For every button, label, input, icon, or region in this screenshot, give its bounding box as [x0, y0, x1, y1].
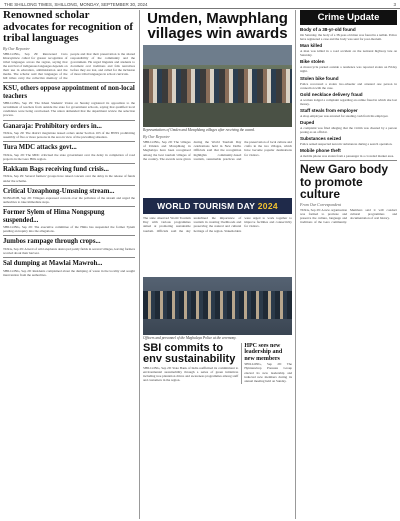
left-story-body: SHILLONG, Sep 29: The Khasi Students' Union on Sunday registered its opposition to the recruitment of teachers from outside the state for government schools, saying that qualified local candidates were being overlooked. The union demanded that the department review the selection process. — [3, 101, 135, 118]
left-story-headline: Jumbos rampage through crops... — [3, 238, 101, 246]
divider — [3, 120, 135, 121]
left-story — [3, 238, 135, 255]
left-story-headline: KSU, others oppose appointment of non-local teachers — [3, 85, 135, 100]
lead-byline: By Our Reporter — [3, 45, 30, 51]
banner-label: WORLD TOURISM DAY — [157, 201, 256, 212]
divider — [3, 235, 135, 236]
garo-body-headline: New Garo body to promote culture — [300, 162, 389, 202]
masthead — [0, 0, 400, 9]
crime-item-body: A motorcycle parked outside a residence was reported stolen on Friday night. — [300, 65, 397, 74]
lead-body: SHILLONG, Sep 29: Renowned Cuto Kharsyntiew called for greater recognition of tribal languages across the region, saying that the survival of indigenous languages depends on their use in education, administration and the media. The scholar said that languages of the hill tribes carry the collective memory of the people and that their preservation is the shared responsibility of the community and the government. He urged linguists and students to document oral traditions and folk narratives before they are lost, and called for the inclusion of more tribal languages in school curricula. — [3, 51, 135, 81]
left-story — [3, 166, 135, 183]
divider — [3, 163, 135, 164]
left-story-headline: Sal dumping at Mawlai Mawroh... — [3, 260, 103, 268]
ceremony-photo — [143, 277, 292, 335]
crime-update-header: Crime Update — [300, 10, 397, 25]
crime-item-title: Stolen bike found — [300, 75, 339, 81]
garo-body-text: TURA, Sep 29: A new organisation was formed to promote and preserve the culture, language and traditions of the Garo community. Members said it will conduct cultural programmes and documentation of oral history. — [300, 207, 397, 225]
lead-body-columns — [3, 52, 135, 81]
banner-year: 2024 — [257, 201, 278, 212]
crime-item-title: Substances seized — [300, 136, 342, 142]
left-story-body: TURA, Sep 29: A herd of wild elephants destroyed paddy fields in several villages, leaving farmers worried about their harvest. — [3, 246, 135, 256]
masthead-dateline: THE SHILLONG TIMES, SHILLONG, MONDAY, SEPTEMBER 30, 2024 — [4, 2, 148, 7]
left-story-headline: Rakkam Bags receiving fund crisis... — [3, 165, 109, 173]
left-story-headline: Ganaraja: Prohibitory orders in... — [3, 122, 102, 130]
hpc-headline: HPC sees new leadership and new members — [244, 342, 283, 362]
photo-caption: Representatives of Umden and Mawphlang villages after receiving the award. — [143, 128, 255, 132]
lead-headline: Renowned scholar advocates for recognition of tribal languages — [3, 10, 134, 44]
hpc-body: SHILLONG, Sep 29: The Hynniewtrep Pressure Group elected its new leadership and inducted new members during its annual meeting held on Sunday. — [244, 362, 292, 383]
left-story-body: SHILLONG, Sep 29: Residents complained about the dumping of waste in the locality and sought intervention from the authorities. — [3, 268, 135, 277]
ceremony-caption: Officers and personnel of the Meghalaya Police at the ceremony. — [143, 336, 237, 341]
crime-item-body: Police seized suspected narcotic substances during a search operation. — [300, 142, 393, 147]
story-body-columns — [143, 140, 292, 196]
left-story — [3, 144, 135, 161]
left-story-headline: Critical Uzeaphong-Umsning stream... — [3, 187, 115, 195]
crime-item-body: A complaint was filed alleging that the victim was cheated by a person posing as an official. — [300, 126, 397, 135]
crime-item-body: On Saturday, the body of a 38-year-old man was found in a nallah. Police have registered a case and the body was sent for post-mortem. — [300, 33, 397, 42]
sbi-body: SHILLONG, Sep 29: State Bank of India reaffirmed its commitment to environmental sustainability through a series of green initiatives including tree plantation drives and awareness programmes among staff and customers in the region. — [143, 365, 239, 382]
crime-item-body: A man was killed in a road accident on the national highway late on Saturday. — [300, 49, 397, 58]
divider — [3, 82, 135, 83]
banner-body-columns — [143, 216, 292, 274]
page-number: 3 — [393, 2, 396, 7]
middle-column — [139, 10, 296, 519]
divider — [3, 206, 135, 207]
crime-item-title: Gold necklace delivery fraud — [300, 91, 363, 97]
left-story-body: SHILLONG, Sep 29: The executive committee of the Hima has suspended the former Syiem pending an inquiry into the allegations. — [3, 225, 135, 234]
left-story-body: TURA, Sep 29: The district magistrate issued orders under Section 163 of the BNSS prohibiting assembly of five or more persons in the area in view of the prevailing situation. — [3, 131, 135, 140]
left-column — [3, 10, 135, 519]
crime-item-body: Police recovered a stolen two-wheeler and arrested one person in connection with the case. — [300, 81, 397, 90]
left-story — [3, 85, 135, 117]
right-column — [300, 10, 397, 519]
hpc-story — [241, 343, 292, 385]
left-story — [3, 123, 135, 140]
award-photo — [143, 45, 292, 127]
divider — [3, 257, 135, 258]
crime-item-body: A mobile phone was stolen from a passenger in a crowded market area. — [300, 154, 395, 159]
crime-item-body: A shop employee was arrested for stealing cash from his employer. — [300, 113, 389, 118]
crime-item-title: Bike stolen — [300, 59, 325, 65]
crime-item-title: Staff steals from employer — [300, 107, 358, 113]
tourism-day-banner — [143, 198, 292, 214]
crime-item-title: Mobile phone theft — [300, 148, 341, 154]
divider — [3, 185, 135, 186]
left-story-body: NONGPOH, Sep 29: Villagers expressed concern over the pollution of the stream and urged the authorities to take immediate steps. — [3, 196, 135, 205]
sbi-story — [143, 343, 238, 385]
left-story-headline: Tura MDC attacks govt... — [3, 144, 77, 152]
lower-row — [143, 343, 292, 385]
crime-item-title: Body of a 38-yr-old found — [300, 27, 356, 32]
left-story-body: TURA, Sep 29: The MDC criticised the state government over the delay in completion of road projects in the Garo Hills region. — [3, 152, 135, 161]
crime-item-title: Man killed — [300, 43, 323, 49]
left-story — [3, 188, 135, 205]
left-story-body: TURA, Sep 29: Several farmers' groups have raised concern over the delay in the release of funds under the scheme. — [3, 174, 135, 183]
left-story-headline: Former Sylem of Hima Nongspung suspended... — [3, 209, 105, 224]
crime-item-title: Duped — [300, 120, 315, 126]
story-body: SHILLONG, Sep 29: The villages of Umden and Mawphlang in Meghalaya have been recognised among the best tourism villages of the country. The awards were given during the World Tourism Day celebrations held in New Delhi. Officials said that the recognition highlights community-based tourism, sustainable practices and the preservation of local culture and crafts in the two villages, which have become popular destinations for visitors. — [143, 140, 292, 161]
banner-body: The state observed World Tourism Day with various programmes aimed at promoting sustainable tourism. Officials said the day underlined the importance of tourism in creating livelihoods and preserving the natural and cultural heritage of the region. Stakeholders were urged to work together to improve facilities and connectivity for visitors. — [143, 216, 292, 233]
divider — [300, 160, 397, 161]
divider — [3, 141, 135, 142]
sbi-headline: SBI commits to env sustainability — [143, 341, 236, 366]
garo-body-columns — [300, 208, 397, 224]
garo-body-byline: From Our Correspondent — [300, 201, 342, 207]
left-story — [3, 260, 135, 277]
main-headline: Umden, Mawphlang villages win awards — [147, 10, 288, 42]
left-story — [3, 209, 135, 233]
story-byline: By Our Reporter — [143, 134, 170, 140]
crime-item-body: A woman lodged a complaint regarding an online fraud in which she lost money. — [300, 97, 397, 106]
